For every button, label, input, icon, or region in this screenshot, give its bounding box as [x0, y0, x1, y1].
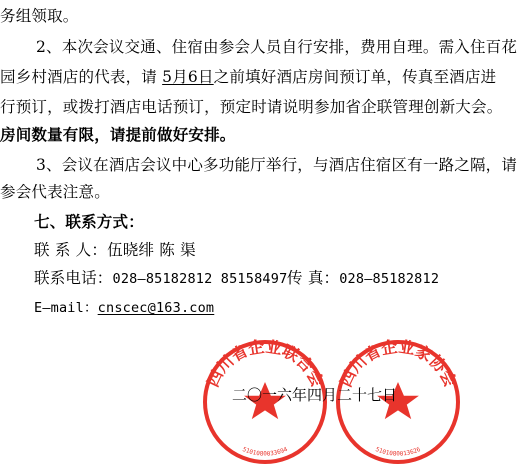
contact-row [34, 240, 196, 260]
paragraph-2-line-3: 行预订，或拨打酒店电话预订，预定时请说明参加省企联管理创新大会。 [0, 98, 503, 116]
deadline-date: 5月6日 [162, 68, 214, 86]
contact-label: 联 系 人： [34, 241, 108, 259]
phone-label: 联系电话： [34, 269, 113, 287]
seal-text [203, 337, 327, 390]
phone-row [34, 268, 287, 289]
paragraph-2-line-2-post: 之前填好酒店房间预订单，传真至酒店进 [213, 68, 497, 86]
paragraph-2-line-2-pre: 园乡村酒店的代表，请 [0, 68, 163, 86]
seal-text-path: 四川省企业家协会 [335, 336, 461, 390]
seal-serial-path: 5101080013626 [374, 445, 422, 458]
document-date: 二〇一六年四月二十七日 [232, 386, 398, 404]
seal-serial-path: 5101080033694 [241, 445, 289, 458]
fax-row [287, 268, 439, 289]
seal-text [336, 337, 460, 390]
contact-names: 伍晓绯 陈 渠 [107, 241, 196, 259]
paragraph-2-bold-note: 房间数量有限，请提前做好安排。 [0, 125, 236, 144]
paragraph-2-line-1: 2、本次会议交通、住宿由参会人员自行安排，费用自理。需入住百花 [36, 38, 517, 56]
fax-label: 传 真： [287, 269, 340, 287]
paragraph-3-line-2: 参会代表注意。 [0, 183, 110, 201]
text-line: 务组领取。 [0, 7, 79, 25]
email-link[interactable]: cnscec@163.com [97, 300, 215, 316]
section-title: 七、联系方式： [34, 212, 144, 231]
paragraph-3-line-1: 3、会议在酒店会议中心多功能厅举行，与酒店住宿区有一路之隔，请 [36, 156, 517, 174]
fax-value: 028—85182812 [339, 271, 440, 287]
phone-values: 028—85182812 85158497 [112, 271, 288, 287]
email-label: E—mail： [34, 300, 98, 316]
seal-serial [241, 446, 289, 458]
seal-text-path: 四川省企业联合会 [202, 336, 328, 390]
email-row [34, 297, 214, 318]
paragraph-2-line-2 [0, 67, 496, 87]
seal-serial [374, 446, 422, 458]
